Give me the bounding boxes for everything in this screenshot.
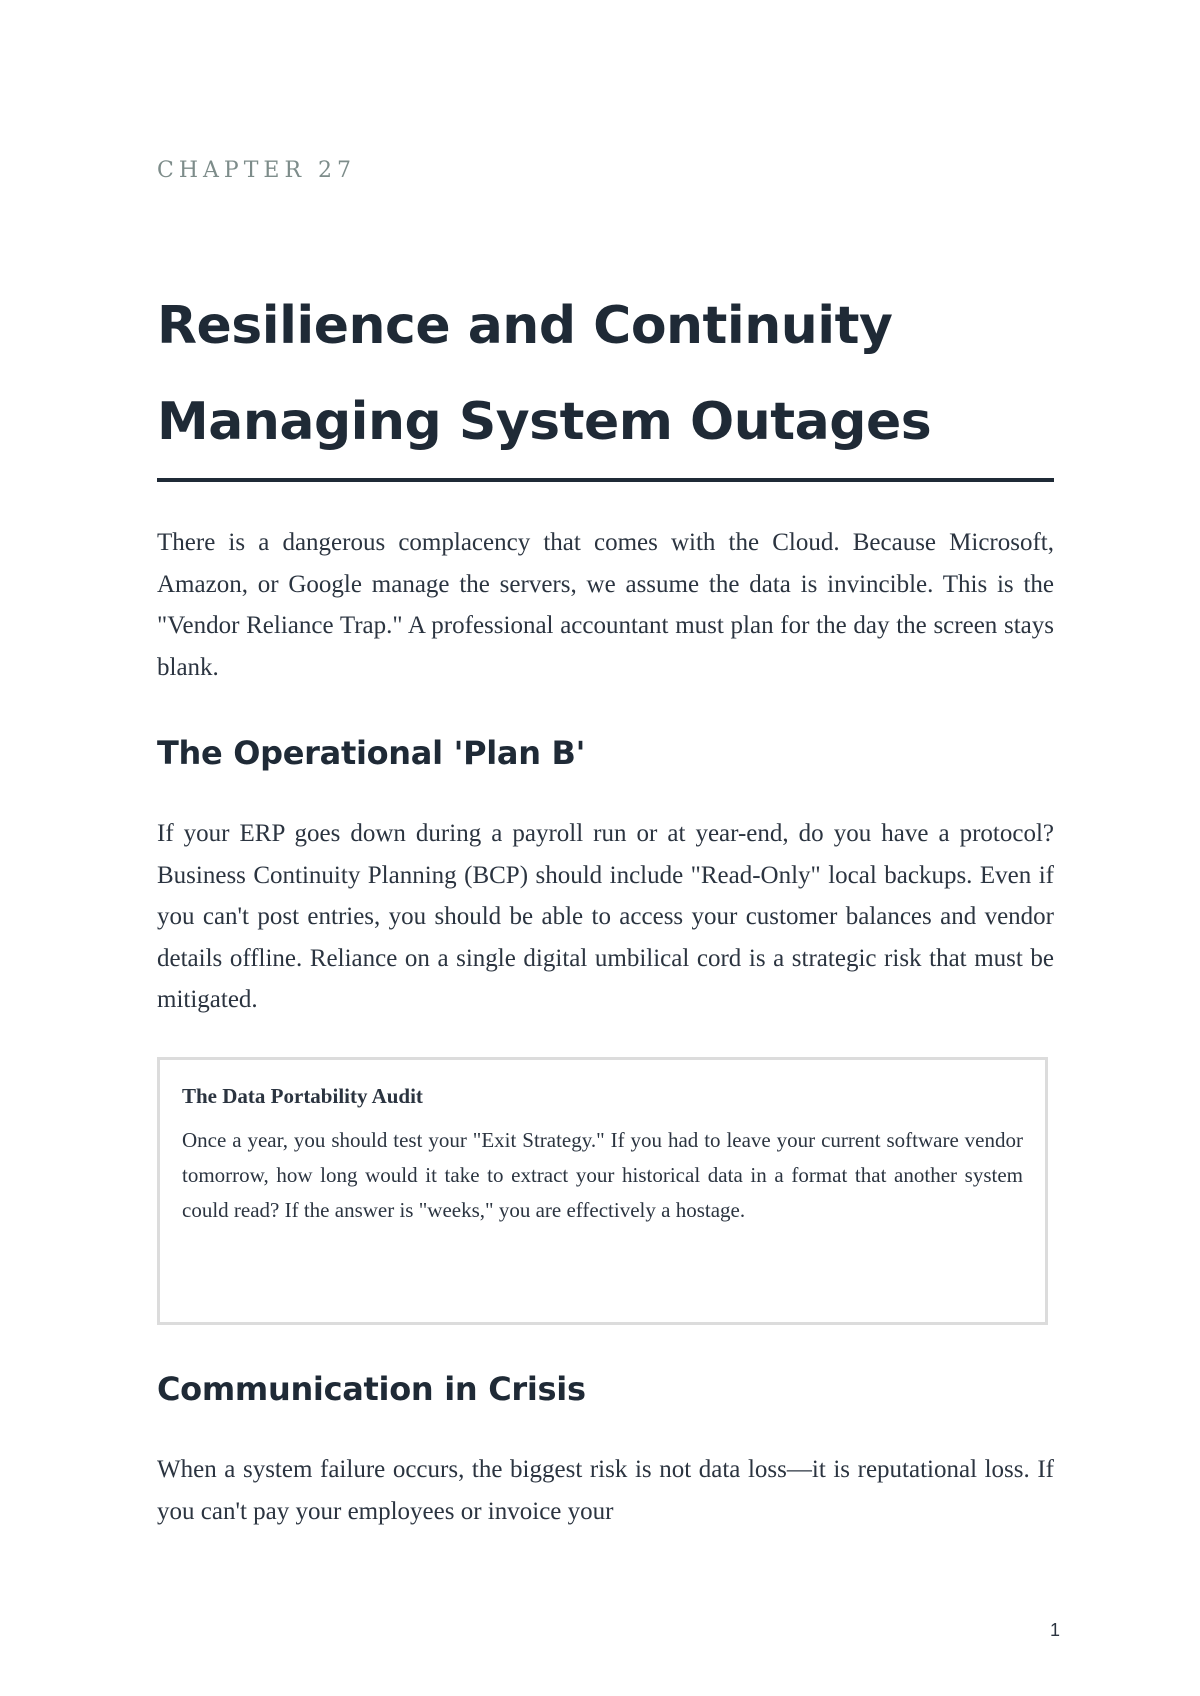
- section-paragraph-plan-b: If your ERP goes down during a payroll run or at year-end, do you have a protocol? Business Continuity Planning (BCP) should include "Read-Only" local backups. Even if you can't post entries, you should be able to access your customer balances and vendor details offline. Reliance on a single digital umbilical cord is a strategic risk that must be mitigated.: [157, 820, 1054, 1013]
- section-paragraph-communication: When a system failure occurs, the biggest risk is not data loss—it is reputational loss. If you can't pay your employees or invoice your: [157, 1456, 1054, 1525]
- chapter-title: [157, 278, 1054, 470]
- intro-paragraph: There is a dangerous complacency that comes with the Cloud. Because Microsoft, Amazon, or Google manage the servers, we assume the data is invincible. This is the "Vendor Reliance Trap." A professional accountant must plan for the day the screen stays blank.: [157, 529, 1054, 681]
- title-divider: [157, 478, 1054, 482]
- callout-box: [157, 1057, 1048, 1325]
- chapter-title-line-2: Managing System Outages: [157, 392, 932, 452]
- section-heading-communication: Communication in Crisis: [157, 1370, 586, 1408]
- chapter-title-line-1: Resilience and Continuity: [157, 296, 893, 356]
- chapter-label: CHAPTER 27: [157, 158, 356, 183]
- section-heading-plan-b: The Operational 'Plan B': [157, 734, 586, 772]
- callout-title: The Data Portability Audit: [182, 1084, 423, 1108]
- callout-text: Once a year, you should test your "Exit Strategy." If you had to leave your current software vendor tomorrow, how long would it take to extract your historical data in a format that another system could read? If the answer is "weeks," you are effectively a hostage.: [182, 1128, 1023, 1222]
- page-number: 1: [1050, 1620, 1061, 1640]
